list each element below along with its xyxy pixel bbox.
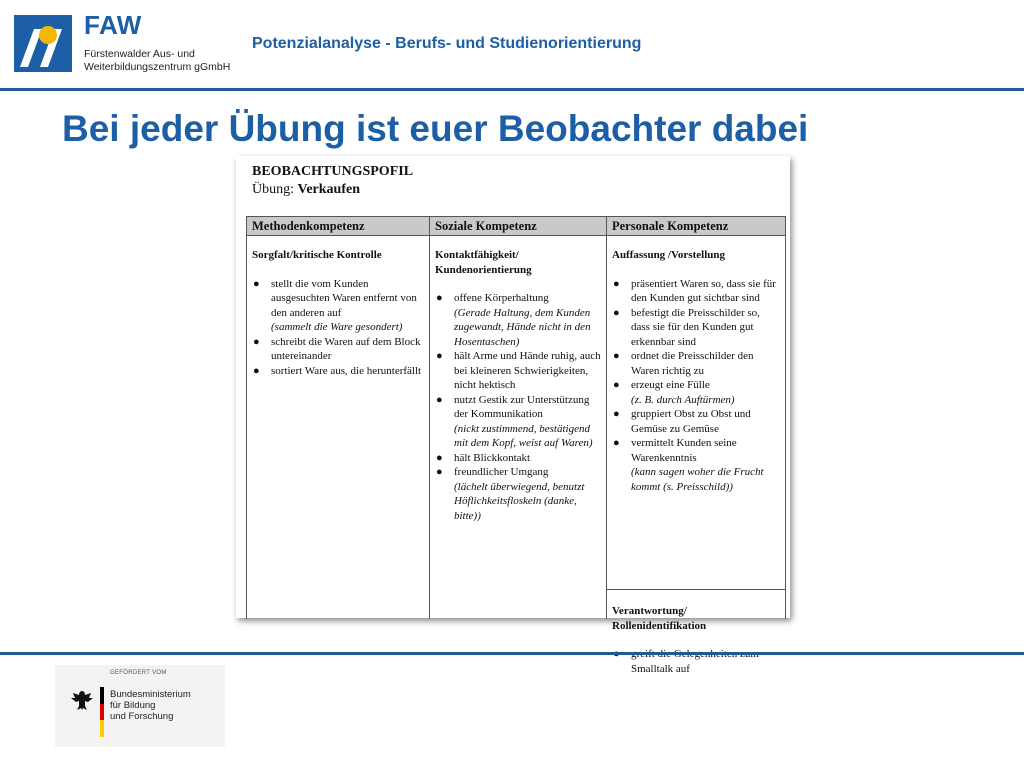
eagle-icon <box>69 689 95 711</box>
item-text: freundlicher Umgang <box>454 466 549 478</box>
column-cell <box>247 236 429 378</box>
section-heading: Sorgfalt/kritische Kontrolle <box>252 249 382 261</box>
criteria-list <box>435 291 602 523</box>
logo-title: FAW <box>84 10 142 40</box>
list-item <box>435 451 602 466</box>
item-text: stellt die vom Kunden ausgesuchten Waren entfernt von den anderen auf <box>271 277 417 319</box>
item-note: (lächelt überwiegend, benutzt Höflichkeitsfloskeln (danke, bitte)) <box>454 480 585 522</box>
bullet-icon: ● <box>436 466 443 478</box>
document-exercise <box>252 182 360 198</box>
item-text: nutzt Gestik zur Unterstützung der Kommunikation <box>454 393 590 420</box>
funder-name-line: Bundesministerium <box>110 689 191 700</box>
funder-name-line: und Forschung <box>110 711 174 722</box>
item-text: vermittelt Kunden seine Warenkenntnis <box>631 437 737 464</box>
bullet-icon: ● <box>613 306 620 319</box>
column-cell <box>430 236 606 523</box>
item-note: (Gerade Haltung, dem Kunden zugewandt, Hände nicht in den Hosentaschen) <box>454 306 591 348</box>
list-item <box>252 364 425 379</box>
bullet-icon: ● <box>253 335 260 348</box>
column-header: Personale Kompetenz <box>607 217 785 236</box>
bullet-icon: ● <box>253 364 260 377</box>
bullet-icon: ● <box>613 408 620 420</box>
faw-logo-icon <box>14 15 72 72</box>
footer-divider <box>0 652 1024 655</box>
item-note: (nickt zustimmend, bestätigend mit dem Kopf, weist auf Waren) <box>454 422 593 449</box>
header-divider <box>0 88 1024 91</box>
list-item <box>612 306 781 350</box>
section-heading: Kontaktfähigkeit/ Kundenorientierung <box>435 249 532 276</box>
column-soziale-kompetenz <box>430 217 607 619</box>
column-cell-lower <box>607 592 786 676</box>
logo-subtitle-line: Weiterbildungszentrum gGmbH <box>84 61 231 73</box>
bullet-icon: ● <box>436 350 443 362</box>
item-text: befestigt die Preisschilder so, dass sie für den Kunden gut erkennbar sind <box>631 306 760 348</box>
list-item <box>435 465 602 523</box>
section-heading: Verantwortung/ Rollenidentifikation <box>612 605 707 632</box>
list-item <box>612 349 781 378</box>
item-text: hält Arme und Hände ruhig, auch bei kleineren Schwierigkeiten, nicht hektisch <box>454 350 601 391</box>
bullet-icon: ● <box>613 350 620 362</box>
list-item <box>252 335 425 364</box>
criteria-list <box>252 277 425 379</box>
bullet-icon: ● <box>613 437 620 449</box>
bullet-icon: ● <box>436 292 443 304</box>
column-header: Soziale Kompetenz <box>430 217 606 236</box>
column-methodenkompetenz <box>247 217 430 619</box>
exercise-label: Übung: <box>252 182 294 197</box>
funder-label: GEFÖRDERT VOM <box>110 670 167 676</box>
item-text: erzeugt eine Fülle <box>631 379 710 391</box>
list-item <box>435 393 602 451</box>
item-text: ordnet die Preisschilder den Waren richtig zu <box>631 350 754 377</box>
column-header: Methodenkompetenz <box>247 217 429 236</box>
list-item <box>435 349 602 393</box>
item-text: schreibt die Waren auf dem Block untereinander <box>271 335 421 362</box>
list-item <box>612 407 781 436</box>
list-item <box>252 277 425 335</box>
criteria-list <box>612 277 781 495</box>
item-note: (kann sagen woher die Frucht kommt (s. Preisschild)) <box>631 466 764 493</box>
bullet-icon: ● <box>436 393 443 406</box>
column-cell <box>607 236 785 494</box>
german-flag-icon <box>100 687 104 737</box>
bullet-icon: ● <box>253 277 260 290</box>
slide-title: Bei jeder Übung ist euer Beobachter dabei <box>62 108 809 149</box>
list-item <box>612 436 781 494</box>
observation-profile-document <box>236 156 790 675</box>
item-text: präsentiert Waren so, dass sie für den Kunden gut sichtbar sind <box>631 277 776 304</box>
bullet-icon: ● <box>613 277 620 290</box>
item-text: Smalltalk auf <box>631 662 690 675</box>
item-text: offene Körperhaltung <box>454 292 549 304</box>
list-item <box>435 291 602 349</box>
cell-divider <box>607 589 785 590</box>
item-note: (z. B. durch Auftürmen) <box>631 393 735 406</box>
funder-name-line: für Bildung <box>110 700 156 711</box>
bullet-icon: ● <box>436 451 443 464</box>
item-text: gruppiert Obst zu Obst und Gemüse zu Gemüse <box>631 408 751 435</box>
section-heading: Auffassung /Vorstellung <box>612 249 725 261</box>
logo-subtitle <box>84 48 230 74</box>
document-title: BEOBACHTUNGSPOFIL <box>252 164 414 179</box>
competency-table <box>246 216 786 675</box>
item-text: sortiert Ware aus, die herunterfällt <box>271 364 422 377</box>
column-personale-kompetenz <box>607 217 785 619</box>
header-title: Potenzialanalyse - Berufs- und Studienorientierung <box>252 35 642 52</box>
item-note: (sammelt die Ware gesondert) <box>271 321 403 333</box>
item-text: hält Blickkontakt <box>454 451 531 464</box>
list-item <box>612 378 781 407</box>
bmbf-logo <box>55 665 225 747</box>
logo-subtitle-line: Fürstenwalder Aus- und <box>84 48 195 60</box>
bullet-icon: ● <box>613 379 620 391</box>
funder-name <box>110 689 191 722</box>
exercise-value: Verkaufen <box>297 182 360 197</box>
list-item <box>612 277 781 306</box>
